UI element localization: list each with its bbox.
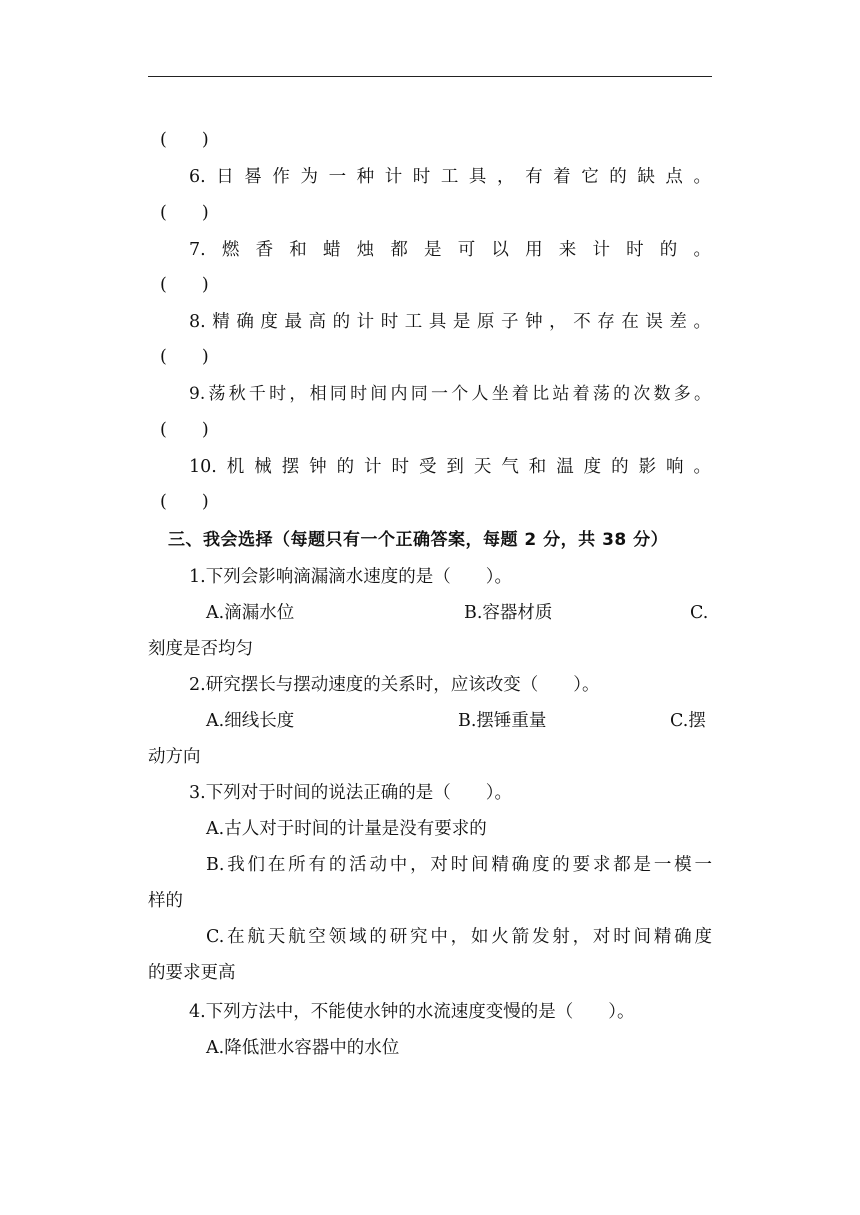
item-number: 10.: [189, 457, 217, 477]
answer-paren-5: ( ): [160, 130, 209, 150]
item-number: 8.: [189, 312, 206, 332]
header-rule: [148, 76, 712, 77]
item-number: 6.: [189, 167, 206, 187]
question-3-option-a: A.古人对于时间的计量是没有要求的: [206, 819, 487, 839]
item-text: 燃香和蜡烛都是可以用来计时的。: [205, 240, 711, 260]
question-1-option-a: A.滴漏水位: [206, 603, 295, 623]
question-2-option-c-cont: 动方向: [148, 747, 201, 767]
question-2-option-b: B.摆锤重量: [458, 711, 547, 731]
question-4-option-a: A.降低泄水容器中的水位: [206, 1038, 400, 1058]
question-1-stem: 1.下列会影响滴漏滴水速度的是（ ）。: [189, 567, 512, 587]
judgement-item-6: [189, 165, 711, 189]
judgement-item-10: [189, 455, 711, 479]
answer-paren-10: ( ): [160, 492, 209, 512]
item-text: 日晷作为一种计时工具，有着它的缺点。: [205, 167, 711, 187]
question-2-stem: 2.研究摆长与摆动速度的关系时，应该改变（ ）。: [189, 675, 600, 695]
question-3-option-c: C.在航天航空领域的研究中，如火箭发射，对时间精确度: [206, 927, 712, 947]
question-3-option-b: B.我们在所有的活动中，对时间精确度的要求都是一模一: [206, 855, 712, 875]
question-1-option-b: B.容器材质: [464, 603, 553, 623]
judgement-item-9: [189, 382, 711, 406]
answer-paren-6: ( ): [160, 203, 209, 223]
question-3-option-c-cont: 的要求更高: [148, 963, 236, 983]
answer-paren-8: ( ): [160, 347, 209, 367]
question-4-stem: 4.下列方法中，不能使水钟的水流速度变慢的是（ ）。: [189, 1002, 635, 1022]
section-title: 三、我会选择（每题只有一个正确答案，每题 2 分，共 38 分）: [168, 530, 669, 550]
item-text: 荡秋千时，相同时间内同一个人坐着比站着荡的次数多。: [205, 384, 711, 404]
judgement-item-8: [189, 310, 711, 334]
item-text: 精确度最高的计时工具是原子钟，不存在误差。: [205, 312, 711, 332]
question-3-stem: 3.下列对于时间的说法正确的是（ ）。: [189, 783, 512, 803]
question-2-option-a: A.细线长度: [206, 711, 295, 731]
judgement-item-7: [189, 238, 711, 262]
item-number: 9.: [189, 384, 206, 404]
question-3-option-b-cont: 样的: [148, 891, 183, 911]
answer-paren-7: ( ): [160, 275, 209, 295]
item-number: 7.: [189, 240, 206, 260]
item-text: 机械摆钟的计时受到天气和温度的影响。: [216, 457, 711, 477]
question-1-option-c: C.: [690, 603, 709, 623]
answer-paren-9: ( ): [160, 420, 209, 440]
question-1-option-c-cont: 刻度是否均匀: [148, 639, 253, 659]
question-2-option-c: C.摆: [670, 711, 706, 731]
